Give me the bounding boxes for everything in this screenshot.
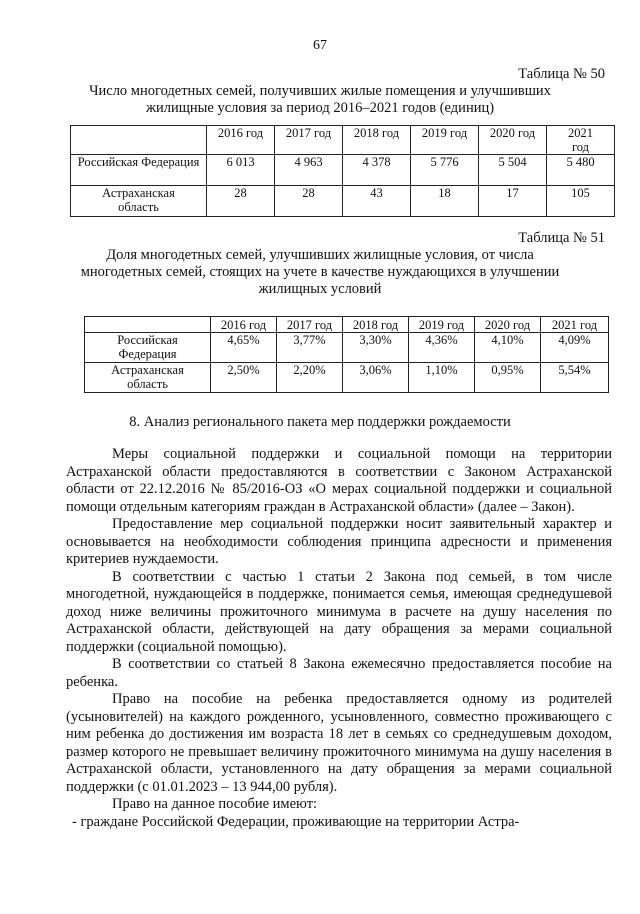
table-50-row-label-astr: Астраханская область xyxy=(71,186,207,217)
table-50-header-2021: 2021 год xyxy=(547,126,615,155)
table-cell: 5 480 xyxy=(547,155,615,186)
table-51-label: Таблица № 51 xyxy=(518,230,605,246)
table-51-header-2018: 2018 год xyxy=(343,317,409,333)
table-cell: 28 xyxy=(275,186,343,217)
table-50-title-line2: жилищные условия за период 2016–2021 годов (единиц) xyxy=(145,100,495,116)
table-50-row-label-rf: Российская Федерация xyxy=(71,155,207,186)
table-51-header-2016: 2016 год xyxy=(211,317,277,333)
table-cell: 43 xyxy=(343,186,411,217)
table-51-header-2020: 2020 год xyxy=(475,317,541,333)
table-51-header-blank xyxy=(85,317,211,333)
table-cell: 4,36% xyxy=(409,333,475,363)
table-row xyxy=(85,363,609,393)
table-50-header-2019: 2019 год xyxy=(411,126,479,155)
table-51-title-line2: многодетных семей, стоящих на учете в качестве нуждающихся в улучшении xyxy=(80,264,560,280)
section-title: 8. Анализ регионального пакета мер поддержки рождаемости xyxy=(129,414,511,430)
table-cell: 6 013 xyxy=(207,155,275,186)
table-51-header-2019: 2019 год xyxy=(409,317,475,333)
table-cell: 0,95% xyxy=(475,363,541,393)
table-cell: 4,09% xyxy=(541,333,609,363)
table-51-header-2021: 2021 год xyxy=(541,317,609,333)
table-51 xyxy=(84,316,609,393)
table-row xyxy=(71,155,615,186)
table-cell: 105 xyxy=(547,186,615,217)
table-cell: 4 378 xyxy=(343,155,411,186)
table-51-row-label-rf: Российская Федерация xyxy=(85,333,211,363)
table-51-title-line1: Доля многодетных семей, улучшивших жилищные условия, от числа xyxy=(106,247,534,263)
table-cell: 3,30% xyxy=(343,333,409,363)
paragraph: Меры социальной поддержки и социальной помощи на территории Астраханской области предоставляются в соответствии с Законом Астраханской области от 22.12.2016 № 85/2016-ОЗ «О мерах социальной поддержки и социальной помощи отдельным категориям граждан в Астраханской области» (далее – Закон). xyxy=(66,446,612,515)
table-cell: 5 504 xyxy=(479,155,547,186)
paragraph: В соответствии с частью 1 статьи 2 Закона под семьей, в том числе многодетной, нуждающейся в поддержке, понимается семья, имеющая среднедушевой доход ниже величины прожиточного минимума в расчете на душу населения по Астраханской области, действующей на дату обращения за мерами социальной поддержки (социальной помощью). xyxy=(66,568,612,655)
table-cell: 3,77% xyxy=(277,333,343,363)
table-cell: 28 xyxy=(207,186,275,217)
table-cell: 17 xyxy=(479,186,547,217)
table-cell: 4,65% xyxy=(211,333,277,363)
table-50-title xyxy=(80,83,560,117)
table-50-title-line1: Число многодетных семей, получивших жилые помещения и улучшивших xyxy=(89,83,551,99)
table-cell: 2,50% xyxy=(211,363,277,393)
table-50-header-2018: 2018 год xyxy=(343,126,411,155)
table-cell: 4 963 xyxy=(275,155,343,186)
table-51-title-line3: жилищных условий xyxy=(258,281,382,297)
page-number: 67 xyxy=(313,38,327,53)
table-50-header-2016: 2016 год xyxy=(207,126,275,155)
table-50-header-2017: 2017 год xyxy=(275,126,343,155)
table-row xyxy=(85,333,609,363)
table-cell: 3,06% xyxy=(343,363,409,393)
table-51-row-label-astr: Астраханская область xyxy=(85,363,211,393)
paragraph: Право на пособие на ребенка предоставляется одному из родителей (усыновителей) на каждого рожденного, усыновленного, совместно проживающего с ним ребенка до достижения им возраста 18 лет в семьях со среднедушевым доходом, размер которого не превышает величину прожиточного минимума на душу населения в Астраханской области, установленного на дату обращения за мерами социальной поддержки (с 01.01.2023 – 13 944,00 рубля). xyxy=(66,691,612,795)
table-cell: 4,10% xyxy=(475,333,541,363)
table-cell: 1,10% xyxy=(409,363,475,393)
table-50 xyxy=(70,125,615,217)
table-cell: 5,54% xyxy=(541,363,609,393)
table-cell: 18 xyxy=(411,186,479,217)
table-row xyxy=(71,186,615,217)
table-51-title xyxy=(66,247,574,298)
paragraph: - граждане Российской Федерации, проживающие на территории Астра- xyxy=(72,813,520,830)
body-text xyxy=(66,446,612,831)
table-50-label: Таблица № 50 xyxy=(518,66,605,82)
table-51-header-2017: 2017 год xyxy=(277,317,343,333)
table-50-header-blank xyxy=(71,126,207,155)
paragraph: Предоставление мер социальной поддержки носит заявительный характер и основывается на необходимости соблюдения принципа адресности и применения критериев нуждаемости. xyxy=(66,516,612,567)
table-50-header-2020: 2020 год xyxy=(479,126,547,155)
paragraph: Право на данное пособие имеют: xyxy=(112,796,318,812)
table-cell: 5 776 xyxy=(411,155,479,186)
paragraph: В соответствии со статьей 8 Закона ежемесячно предоставляется пособие на ребенка. xyxy=(66,656,612,690)
table-cell: 2,20% xyxy=(277,363,343,393)
